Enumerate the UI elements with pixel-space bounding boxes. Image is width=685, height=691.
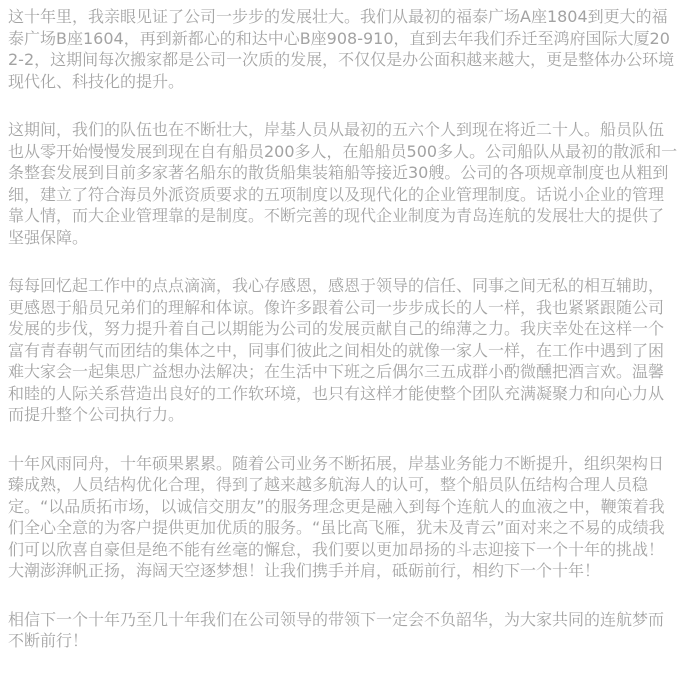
paragraph-closing-wish: 相信下一个十年乃至几十年我们在公司领导的带领下一定会不负韶华，为大家共同的连航梦而不断前行！ — [8, 609, 665, 650]
paragraph-company-growth: 这十年里，我亲眼见证了公司一步步的发展壮大。我们从最初的福泰广场A座1804到更大的福泰广场B座1604，再到新都心的和达中心B座908-910，直到去年我们乔迁至鸿府国际大厦202-2，这期间每次搬家都是公司一次质的发展，不仅仅是办公面积越来越大，更是整体办公环境现代化、科技化的提升。 — [8, 7, 675, 91]
paragraph-gratitude: 每每回忆起工作中的点点滴滴，我心存感恩，感恩于领导的信任、同事之间无私的相互辅助，更感恩于船员兄弟们的理解和体谅。像许多跟着公司一步步成长的人一样，我也紧紧跟随公司发展的步伐，努力提升着自己以期能为公司的发展贡献自己的绵薄之力。我庆幸处在这样一个富有青春朝气而团结的集体之中，同事们彼此之间相处的就像一家人一样，在工作中遇到了困难大家会一起集思广益想办法解决；在生活中下班之后偶尔三五成群小酌微醺把酒言欢。温馨和睦的人际关系营造出良好的工作软环境，也只有这样才能使整个团队充满凝聚力和向心力从而提升整个公司执行力。 — [8, 276, 665, 424]
paragraph-decade-achievements: 十年风雨同舟，十年硕果累累。随着公司业务不断拓展，岸基业务能力不断提升，组织架构日臻成熟，人员结构优化合理，得到了越来越多航海人的认可，整个船员队伍结构合理人员稳定。“以品质拓市场，以诚信交朋友”的服务理念更是融入到每个连航人的血液之中，鞭策着我们全心全意的为客户提供更加优质的服务。“虽比高飞雁，犹未及青云”面对来之不易的成绩我们可以欣喜自豪但是绝不能有丝毫的懈怠，我们要以更加昂扬的斗志迎接下一个十年的挑战！大潮澎湃帆正扬，海阔天空逐梦想！让我们携手并肩，砥砺前行，相约下一个十年！ — [8, 453, 665, 580]
paragraph-team-expansion: 这期间，我们的队伍也在不断壮大，岸基人员从最初的五六个人到现在将近二十人。船员队伍也从零开始慢慢发展到现在自有船员200多人，在船船员500多人。公司船队从最初的散派和一条整套发展到目前多家著名船东的散货船集装箱船等接近30艘。公司的各项规章制度也从粗到细，建立了符合海员外派资质要求的五项制度以及现代化的企业管理制度。话说小企业的管理靠人情，而大企业管理靠的是制度。不断完善的现代企业制度为青岛连航的发展壮大的提供了坚强保障。 — [8, 120, 678, 247]
